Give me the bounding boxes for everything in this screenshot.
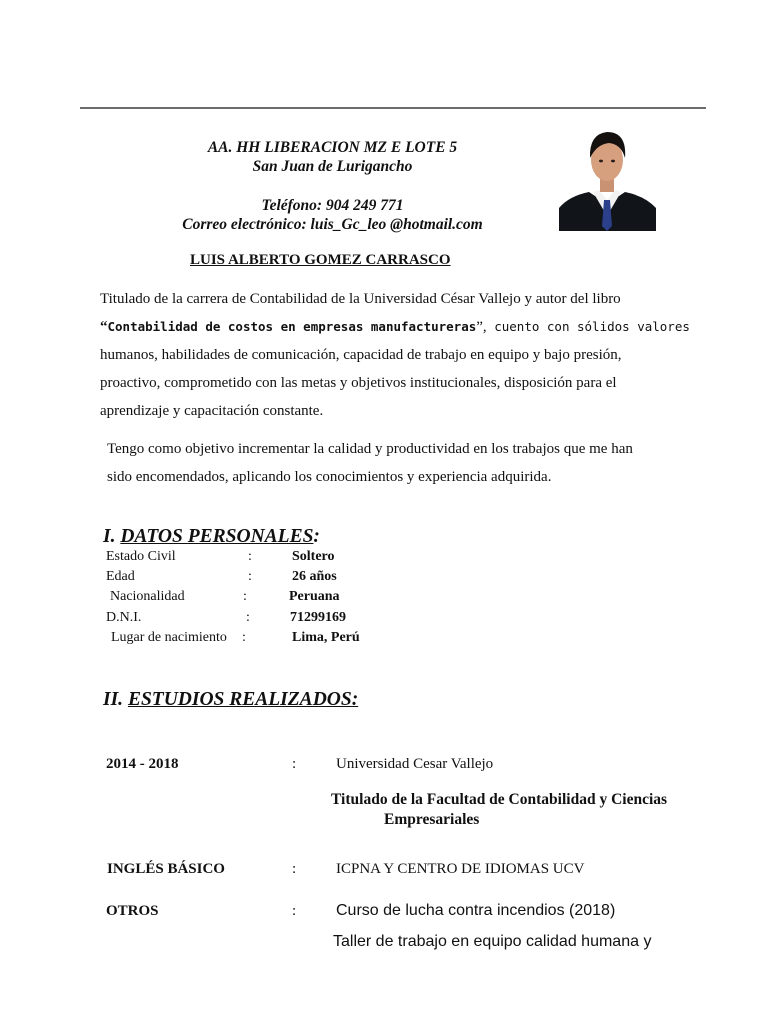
personal-sep: : (246, 610, 250, 625)
studies-period: 2014 - 2018 (106, 756, 179, 772)
email-line: Correo electrónico: luis_Gc_leo @hotmail.com (182, 216, 483, 233)
profile-paragraph (100, 285, 690, 425)
address-line-1: AA. HH LIBERACION MZ E LOTE 5 (207, 139, 458, 156)
phone-line: Teléfono: 904 249 771 (261, 197, 404, 214)
profile-photo (559, 116, 656, 231)
candidate-name: LUIS ALBERTO GOMEZ CARRASCO (190, 252, 451, 268)
personal-label-dni: D.N.I. (106, 610, 142, 625)
others-value-2: Taller de trabajo en equipo calidad humana y (333, 933, 652, 950)
studies-university: Universidad Cesar Vallejo (336, 756, 494, 772)
personal-value-age: 26 años (292, 569, 337, 584)
book-title: Contabilidad de costos en empresas manufactureras (107, 319, 477, 334)
personal-sep: : (248, 549, 252, 564)
personal-value-civil: Soltero (292, 549, 335, 564)
personal-sep: : (248, 569, 252, 584)
personal-label-civil: Estado Civil (106, 549, 176, 564)
personal-label-birthplace: Lugar de nacimiento (111, 630, 227, 645)
profile-line-5: aprendizaje y capacitación constante. (100, 403, 324, 419)
studies-sep: : (292, 756, 297, 772)
personal-label-nationality: Nacionalidad (110, 589, 185, 604)
personal-sep: : (242, 630, 246, 645)
header-rule (80, 107, 706, 109)
personal-sep: : (243, 589, 247, 604)
section-studies-heading: II. ESTUDIOS REALIZADOS: (103, 689, 359, 710)
personal-value-dni: 71299169 (290, 610, 346, 625)
profile-line-1: Titulado de la carrera de Contabilidad de la Universidad César Vallejo y autor del libro (100, 291, 621, 307)
studies-degree-line-2: Empresariales (384, 811, 480, 828)
english-label: INGLÉS BÁSICO (107, 861, 225, 877)
others-sep: : (292, 903, 297, 919)
profile-line-4: proactivo, comprometido con las metas y objetivos institucionales, disposición para el (100, 375, 617, 391)
address-line-2: San Juan de Lurigancho (252, 158, 413, 175)
english-sep: : (292, 861, 297, 877)
others-value-1: Curso de lucha contra incendios (2018) (336, 902, 616, 919)
personal-value-nationality: Peruana (289, 589, 340, 604)
objective-line-2: sido encomendados, aplicando los conocimientos y experiencia adquirida. (107, 469, 552, 485)
personal-value-birthplace: Lima, Perú (292, 630, 360, 645)
objective-paragraph (107, 435, 687, 491)
studies-degree-line-1: Titulado de la Facultad de Contabilidad y Ciencias (331, 791, 668, 808)
others-label: OTROS (106, 903, 159, 919)
personal-label-age: Edad (106, 569, 135, 584)
objective-line-1: Tengo como objetivo incrementar la calidad y productividad en los trabajos que me han (107, 441, 633, 457)
profile-line-2: “Contabilidad de costos en empresas manufactureras”, cuento con sólidos valores (100, 319, 690, 335)
english-value: ICPNA Y CENTRO DE IDIOMAS UCV (336, 861, 585, 877)
profile-line-3: humanos, habilidades de comunicación, capacidad de trabajo en equipo y bajo presión, (100, 347, 622, 363)
section-personal-heading: I. DATOS PERSONALES: (103, 526, 320, 547)
